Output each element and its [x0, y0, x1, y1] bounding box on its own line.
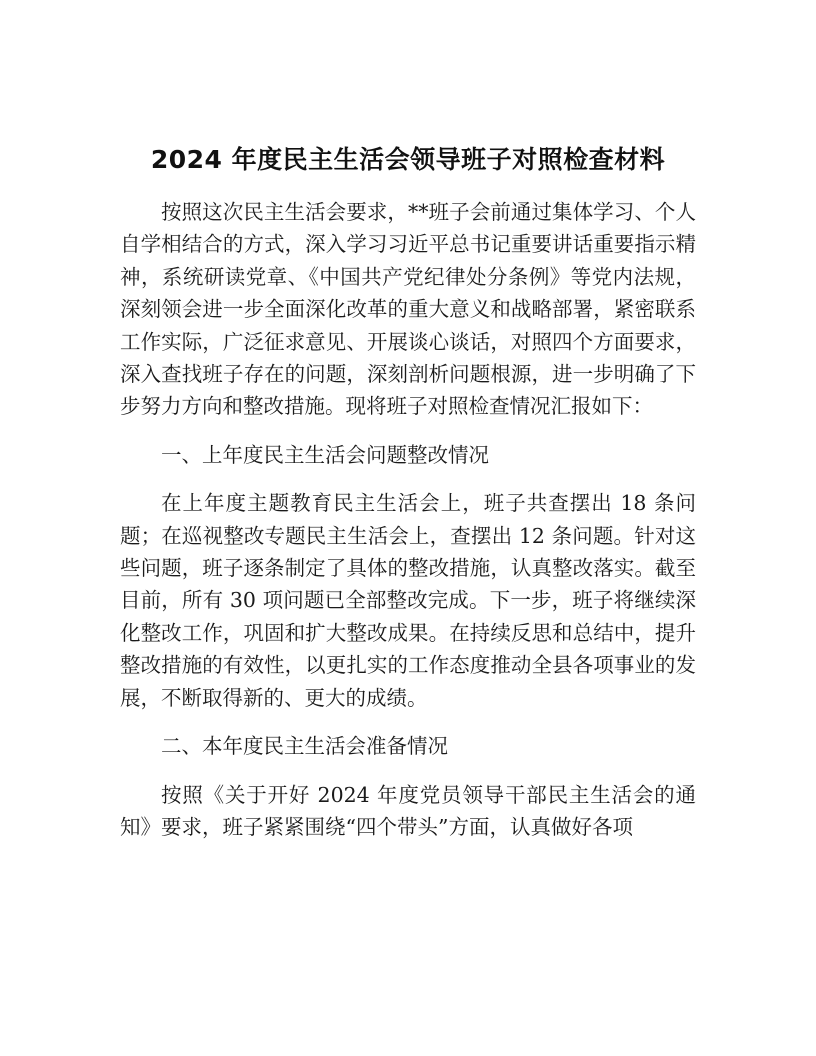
document-body [120, 196, 696, 843]
section-heading-1: 一、上年度民主生活会问题整改情况 [161, 442, 489, 467]
section-heading-2: 二、本年度民主生活会准备情况 [161, 734, 448, 759]
paragraph-gap [120, 714, 696, 730]
section-2-paragraph: 按照《关于开好 2024 年度党员领导干部民主生活会的通知》要求，班子紧紧围绕“四个带头”方面，认真做好各项 [120, 782, 696, 839]
paragraph-gap [120, 763, 696, 779]
intro-paragraph: 按照这次民主生活会要求，**班子会前通过集体学习、个人自学相结合的方式，深入学习习近平总书记重要讲话重要指示精神，系统研读党章、《中国共产党纪律处分条例》等党内法规，深刻领会进一步全面深化改革的重大意义和战略部署，紧密联系工作实际，广泛征求意见、开展谈心谈话，对照四个方面要求，深入查找班子存在的问题，深刻剖析问题根源，进一步明确了下步努力方向和整改措施。现将班子对照检查情况汇报如下： [120, 200, 696, 419]
paragraph-gap [120, 423, 696, 439]
paragraph-gap [120, 471, 696, 487]
document-title: 2024 年度民主生活会领导班子对照检查材料 [150, 145, 666, 174]
section-1-paragraph: 在上年度主题教育民主生活会上，班子共查摆出 18 条问题；在巡视整改专题民主生活会上，查摆出 12 条问题。针对这些问题，班子逐条制定了具体的整改措施，认真整改落实。截至目前，所有 30 项问题已全部整改完成。下一步，班子将继续深化整改工作，巩固和扩大整改成果。在持续反思和总结中，提升整改措施的有效性，以更扎实的工作态度推动全县各项事业的发展，不断取得新的、更大的成绩。 [120, 491, 696, 710]
